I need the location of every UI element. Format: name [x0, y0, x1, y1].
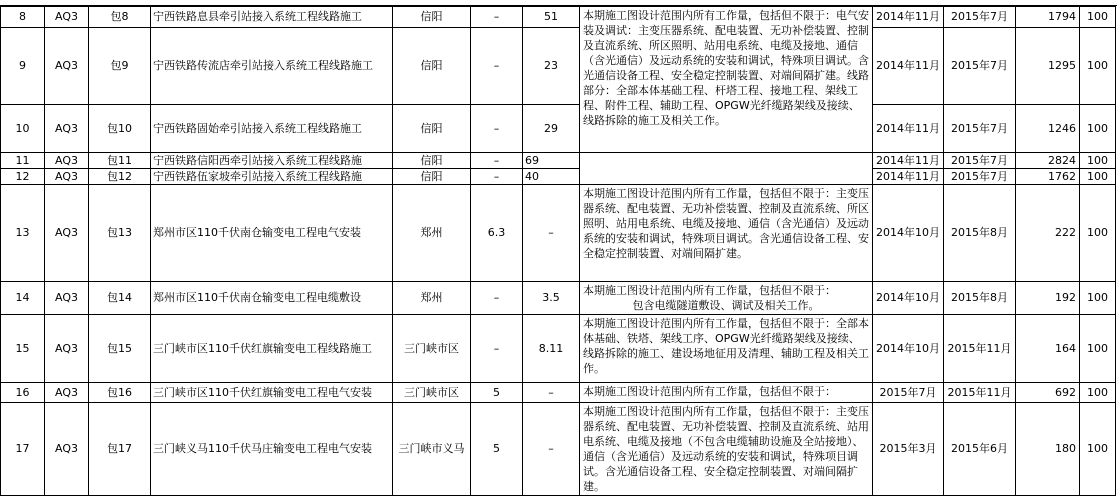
- cell-code: AQ3: [45, 153, 89, 169]
- cell-no: 13: [1, 185, 45, 282]
- cell-scope: 本期施工图设计范围内所有工作量，包括但不限于：: [580, 383, 873, 403]
- cell-no: 12: [1, 169, 45, 185]
- scope-line: 本期施工图设计范围内所有工作量，包括但不限于：: [583, 284, 836, 297]
- cell-project-name: 三门峡市区110千伏红旗输变电工程线路施工: [151, 315, 393, 383]
- cell-package: 包17: [89, 403, 151, 496]
- cell-start: 2014年11月: [873, 7, 944, 28]
- cell-end: 2015年8月: [944, 185, 1016, 282]
- cell-project-name: 宁西铁路信阳西牵引站接入系统工程线路施: [151, 153, 393, 169]
- cell-scope: 本期施工图设计范围内所有工作量，包括但不限于：全部本体基础、铁塔、架线工序、OPGW光纤缆路架线及接续、线路拆除的施工、建设场地征用及清理、辅助工程及相关工作。: [580, 315, 873, 383]
- cell-length: –: [523, 383, 580, 403]
- table-row: [1, 153, 1116, 169]
- cell-project-name: 三门峡市区110千伏红旗输变电工程电气安装: [151, 383, 393, 403]
- cell-code: AQ3: [45, 403, 89, 496]
- cell-capacity: –: [471, 105, 523, 153]
- cell-percent: 100: [1080, 403, 1116, 496]
- cell-end: 2015年8月: [944, 282, 1016, 315]
- cell-no: 16: [1, 383, 45, 403]
- table-row: [1, 282, 1116, 315]
- cell-capacity: –: [471, 28, 523, 105]
- table-row: [1, 169, 1116, 185]
- cell-start: 2014年10月: [873, 282, 944, 315]
- cell-start: 2014年11月: [873, 153, 944, 169]
- cell-length: –: [523, 403, 580, 496]
- cell-capacity: 6.3: [471, 185, 523, 282]
- cell-package: 包16: [89, 383, 151, 403]
- cell-package: 包11: [89, 153, 151, 169]
- table-row: [1, 7, 1116, 28]
- table-row: [1, 315, 1116, 383]
- cell-end: 2015年6月: [944, 403, 1016, 496]
- cell-project-name: 宁西铁路固始牵引站接入系统工程线路施工: [151, 105, 393, 153]
- cell-location: 三门峡市区: [393, 383, 471, 403]
- cell-amount: 180: [1016, 403, 1080, 496]
- cell-scope-empty: [580, 153, 873, 185]
- bid-package-table: [0, 6, 1116, 496]
- cell-package: 包9: [89, 28, 151, 105]
- table-row: [1, 403, 1116, 496]
- cell-location: 信阳: [393, 169, 471, 185]
- cell-length: 3.5: [523, 282, 580, 315]
- cell-length: 29: [523, 105, 580, 153]
- cell-amount: 1295: [1016, 28, 1080, 105]
- cell-length: 40: [523, 169, 580, 185]
- cell-capacity: –: [471, 7, 523, 28]
- cell-code: AQ3: [45, 383, 89, 403]
- cell-amount: 192: [1016, 282, 1080, 315]
- cell-capacity: 5: [471, 383, 523, 403]
- cell-location: 郑州: [393, 185, 471, 282]
- cell-no: 15: [1, 315, 45, 383]
- cell-start: 2014年11月: [873, 28, 944, 105]
- cell-package: 包14: [89, 282, 151, 315]
- cell-length: 23: [523, 28, 580, 105]
- cell-end: 2015年11月: [944, 315, 1016, 383]
- cell-percent: 100: [1080, 383, 1116, 403]
- cell-percent: 100: [1080, 282, 1116, 315]
- cell-scope: 本期施工图设计范围内所有工作量，包括但不限于：主变压器系统、配电装置、无功补偿装置、控制及直流系统、所区照明、站用电系统、电缆及接地、通信（含光通信）及远动系统的安装和调试，特殊项目调试。含光通信设备工程、安全稳定控制装置、对端间隔扩建。: [580, 185, 873, 282]
- cell-no: 9: [1, 28, 45, 105]
- cell-no: 10: [1, 105, 45, 153]
- cell-no: 8: [1, 7, 45, 28]
- cell-capacity: –: [471, 153, 523, 169]
- cell-end: 2015年11月: [944, 383, 1016, 403]
- cell-start: 2014年10月: [873, 315, 944, 383]
- cell-amount: 1762: [1016, 169, 1080, 185]
- cell-project-name: 郑州市区110千伏南仓输变电工程电气安装: [151, 185, 393, 282]
- cell-start: 2015年3月: [873, 403, 944, 496]
- cell-no: 17: [1, 403, 45, 496]
- cell-amount: 222: [1016, 185, 1080, 282]
- cell-amount: 1246: [1016, 105, 1080, 153]
- cell-start: 2014年11月: [873, 169, 944, 185]
- table-row: [1, 185, 1116, 282]
- cell-percent: 100: [1080, 28, 1116, 105]
- cell-percent: 100: [1080, 105, 1116, 153]
- cell-location: 三门峡市区: [393, 315, 471, 383]
- cell-code: AQ3: [45, 185, 89, 282]
- cell-package: 包8: [89, 7, 151, 28]
- cell-percent: 100: [1080, 153, 1116, 169]
- cell-percent: 100: [1080, 7, 1116, 28]
- cell-code: AQ3: [45, 28, 89, 105]
- cell-project-name: 三门峡义马110千伏马庄输变电工程电气安装: [151, 403, 393, 496]
- cell-location: 信阳: [393, 28, 471, 105]
- cell-capacity: –: [471, 282, 523, 315]
- table-row: [1, 383, 1116, 403]
- cell-project-name: 宁西铁路伍家坡牵引站接入系统工程线路施: [151, 169, 393, 185]
- cell-amount: 164: [1016, 315, 1080, 383]
- table-row: [1, 105, 1116, 153]
- cell-end: 2015年7月: [944, 28, 1016, 105]
- cell-no: 11: [1, 153, 45, 169]
- cell-location: 三门峡市义马: [393, 403, 471, 496]
- cell-location: 信阳: [393, 7, 471, 28]
- cell-start: 2014年11月: [873, 105, 944, 153]
- cell-percent: 100: [1080, 185, 1116, 282]
- cell-package: 包13: [89, 185, 151, 282]
- cell-project-name: 郑州市区110千伏南仓输变电工程电缆敷设: [151, 282, 393, 315]
- cell-end: 2015年7月: [944, 153, 1016, 169]
- cell-package: 包15: [89, 315, 151, 383]
- cell-length: 51: [523, 7, 580, 28]
- cell-scope: 本期施工图设计范围内所有工作量，包括但不限于：电气安装及调试：主变压器系统、配电装置、无功补偿装置、控制及直流系统、所区照明、站用电系统、电缆及接地、通信（含光通信）及远动系统的安装和调试，特殊项目调试。含光通信设备工程、安全稳定控制装置、对端间隔扩建。线路部分：全部本体基础工程、杆塔工程、接地工程、架线工程、附件工程、辅助工程、OPGW光纤缆路架线及接续、线路拆除的施工及相关工作。: [580, 7, 873, 153]
- cell-end: 2015年7月: [944, 105, 1016, 153]
- cell-project-name: 宁西铁路息县牵引站接入系统工程线路施工: [151, 7, 393, 28]
- cell-code: AQ3: [45, 7, 89, 28]
- cell-percent: 100: [1080, 315, 1116, 383]
- cell-amount: 692: [1016, 383, 1080, 403]
- cell-code: AQ3: [45, 315, 89, 383]
- cell-code: AQ3: [45, 169, 89, 185]
- cell-code: AQ3: [45, 282, 89, 315]
- cell-percent: 100: [1080, 169, 1116, 185]
- cell-code: AQ3: [45, 105, 89, 153]
- cell-package: 包12: [89, 169, 151, 185]
- cell-start: 2014年10月: [873, 185, 944, 282]
- cell-capacity: –: [471, 315, 523, 383]
- cell-capacity: 5: [471, 403, 523, 496]
- cell-length: 8.11: [523, 315, 580, 383]
- cell-no: 14: [1, 282, 45, 315]
- cell-package: 包10: [89, 105, 151, 153]
- cell-end: 2015年7月: [944, 7, 1016, 28]
- cell-location: 郑州: [393, 282, 471, 315]
- scope-line: 包含电缆隧道敷设、调试及相关工作。: [632, 299, 820, 312]
- cell-end: 2015年7月: [944, 169, 1016, 185]
- cell-scope: 本期施工图设计范围内所有工作量，包括但不限于：主变压器系统、配电装置、无功补偿装置、控制及直流系统、站用电系统、电缆及接地（不包含电缆辅助设施及全站接地）、通信（含光通信）及远动系统的安装和调试，特殊项目调试。含光通信设备工程、安全稳定控制装置、对端间隔扩建。: [580, 403, 873, 496]
- cell-length: 69: [523, 153, 580, 169]
- cell-capacity: –: [471, 169, 523, 185]
- cell-length: –: [523, 185, 580, 282]
- cell-amount: 1794: [1016, 7, 1080, 28]
- cell-amount: 2824: [1016, 153, 1080, 169]
- table-row: [1, 28, 1116, 105]
- cell-start: 2015年7月: [873, 383, 944, 403]
- cell-location: 信阳: [393, 153, 471, 169]
- cell-project-name: 宁西铁路传流店牵引站接入系统工程线路施工: [151, 28, 393, 105]
- cell-location: 信阳: [393, 105, 471, 153]
- cell-scope: [580, 282, 873, 315]
